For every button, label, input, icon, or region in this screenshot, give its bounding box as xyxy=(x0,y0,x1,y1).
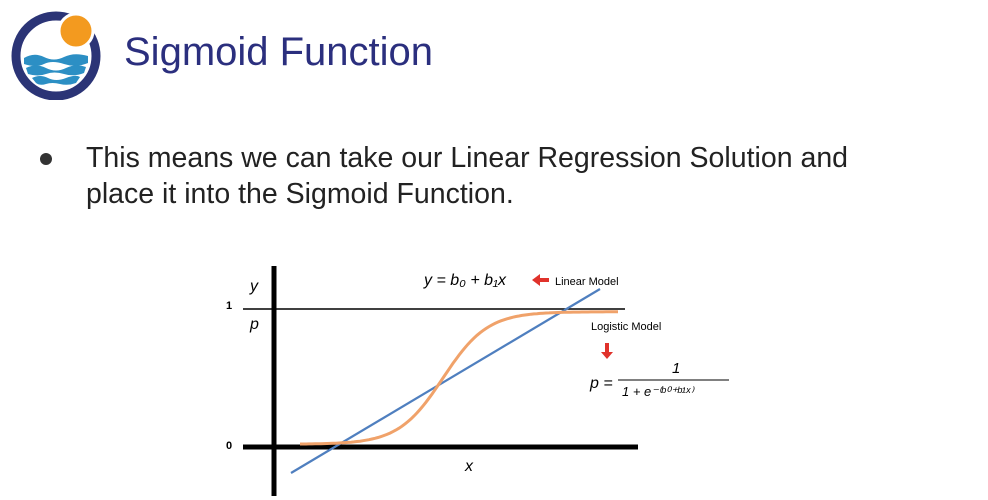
linear-model-label: Linear Model xyxy=(555,276,619,288)
bullet-text xyxy=(86,140,848,212)
logistic-model-label: Logistic Model xyxy=(591,321,662,333)
bullet-line-2: place it into the Sigmoid Function. xyxy=(86,178,514,210)
bullet-dot-icon xyxy=(40,153,52,165)
slide-title: Sigmoid Function xyxy=(124,30,434,74)
logistic-equation-prefix: p = xyxy=(590,375,613,392)
axis-label-y: y xyxy=(250,278,258,295)
axis-label-x: x xyxy=(465,458,473,475)
left-arrow-icon xyxy=(532,274,549,286)
logistic-equation-numerator: 1 xyxy=(672,360,681,377)
bullet-line-1: This means we can take our Linear Regression Solution and xyxy=(86,142,849,174)
linear-equation: y = b₀ + b₁x xyxy=(424,272,507,289)
tick-label-zero: 0 xyxy=(226,440,233,452)
tick-label-one: 1 xyxy=(226,300,233,312)
axis-label-p: p xyxy=(250,316,259,333)
sigmoid-chart xyxy=(205,260,765,500)
wave-sun-logo-icon xyxy=(10,6,104,100)
logistic-model-curve xyxy=(300,312,618,444)
down-arrow-icon xyxy=(601,343,613,359)
logistic-equation-denominator: 1 + e⁻⁽ᵇ⁰⁺ᵇ¹ˣ⁾ xyxy=(622,384,694,399)
